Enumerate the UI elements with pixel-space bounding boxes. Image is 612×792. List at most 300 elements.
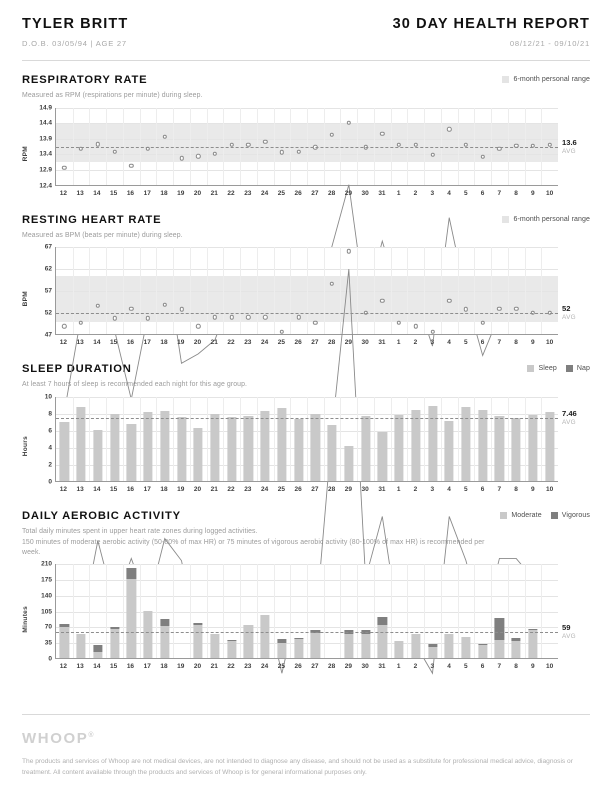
x-tick-label: 3 [430, 485, 435, 493]
y-tick-label: 14.9 [39, 104, 52, 111]
gridline-vertical [73, 397, 74, 481]
x-tick-label: 10 [545, 189, 554, 197]
y-tick-label: 52 [44, 309, 52, 317]
bar-segment-vigorous [127, 568, 136, 578]
x-tick-label: 23 [244, 485, 252, 493]
bar [528, 415, 537, 480]
gridline-vertical [441, 397, 442, 481]
average-caption: AVG [562, 633, 576, 641]
bar [127, 568, 136, 658]
plot-area [55, 397, 577, 482]
gridline-vertical [89, 397, 90, 481]
y-tick-label: 13.4 [39, 150, 52, 158]
bar-segment-moderate [244, 625, 253, 658]
x-tick-label: 1 [396, 339, 401, 346]
gridline-vertical [508, 397, 509, 481]
legend-swatch-icon [502, 76, 509, 83]
legal-disclaimer: The products and services of Whoop are not medical devices, are not intended to diagnose any disease, and should not be used as a substitute for professional medical advice, diagnosis or treatment. All content available through the products and services of Whoop is for general informational purposes only. [22, 758, 573, 776]
bar [177, 417, 186, 481]
bar [445, 421, 454, 481]
plot-column [55, 247, 590, 350]
x-tick-label: 31 [378, 339, 386, 346]
x-tick-label: 24 [260, 663, 269, 670]
gridline-vertical [307, 397, 308, 481]
plot-column [55, 397, 590, 497]
bar-segment-vigorous [378, 617, 387, 625]
section-title: SLEEP DURATION [22, 363, 132, 375]
x-tick-label: 27 [311, 339, 319, 346]
y-axis-ticks [31, 393, 55, 485]
bar [311, 630, 320, 658]
x-tick-label: 12 [59, 189, 67, 197]
y-axis-ticks [31, 104, 55, 189]
y-tick-label: 47 [44, 331, 52, 339]
gridline-vertical [525, 564, 526, 658]
gridline-vertical [324, 397, 325, 481]
bar [60, 624, 69, 658]
legend-item [502, 76, 590, 83]
x-tick-label: 6 [480, 189, 485, 197]
x-tick-label: 8 [514, 485, 518, 493]
x-tick-label: 29 [344, 339, 353, 346]
bar-segment-sleep [277, 408, 286, 480]
x-tick-label: 23 [244, 189, 252, 197]
x-tick-label: 30 [361, 663, 369, 670]
y-tick-label: 6 [48, 427, 52, 434]
x-tick-label: 22 [227, 663, 235, 670]
plot-area [55, 564, 576, 659]
x-tick-label: 28 [328, 663, 336, 670]
bar-segment-sleep [261, 411, 270, 480]
x-tick-label: 18 [160, 663, 168, 670]
bar-segment-sleep [512, 418, 521, 480]
plot-area [55, 108, 577, 186]
bar [311, 414, 320, 480]
bar [277, 639, 286, 658]
gridline-vertical [190, 397, 191, 481]
gridline-vertical [240, 397, 241, 481]
bar-segment-sleep [428, 406, 437, 481]
average-flag [562, 138, 577, 156]
bar [411, 410, 420, 481]
chart-respiratory-rate [22, 104, 590, 201]
x-tick-label: 13 [76, 339, 84, 346]
gridline-vertical [274, 564, 275, 658]
bar-segment-moderate [411, 634, 420, 658]
x-tick-label: 28 [328, 485, 336, 493]
bar-segment-moderate [445, 634, 454, 658]
x-tick-label: 5 [463, 485, 468, 493]
bar-segment-sleep [244, 416, 253, 480]
x-tick-label: 12 [59, 339, 67, 346]
x-tick-label: 19 [177, 663, 185, 670]
chart-daily-aerobic-activity [22, 560, 590, 674]
bar-segment-sleep [160, 411, 169, 480]
bar-segment-sleep [545, 412, 554, 480]
x-tick-label: 2 [413, 189, 418, 197]
bar-segment-moderate [428, 647, 437, 658]
bar [244, 416, 253, 480]
bar [478, 644, 487, 658]
x-axis-labels [55, 337, 558, 350]
bar-segment-sleep [344, 446, 353, 480]
bar-segment-vigorous [160, 619, 169, 626]
bar-segment-moderate [461, 637, 470, 658]
x-tick-label: 16 [126, 189, 135, 197]
report-date-range: 08/12/21 - 09/10/21 [509, 39, 590, 48]
gridline-vertical [223, 397, 224, 481]
bar [428, 406, 437, 481]
x-tick-label: 21 [210, 339, 218, 346]
x-tick-label: 25 [277, 339, 285, 346]
bar [327, 425, 336, 481]
legend-label: Sleep [538, 365, 557, 372]
gridline-vertical [407, 397, 408, 481]
gridline-vertical [357, 397, 358, 481]
x-tick-label: 27 [311, 485, 319, 493]
report-header [22, 0, 590, 49]
y-tick-label: 13.9 [39, 135, 52, 143]
bar [445, 634, 454, 658]
bar-segment-sleep [60, 422, 69, 481]
x-tick-label: 2 [413, 339, 418, 346]
x-tick-label: 20 [193, 189, 202, 197]
bar [160, 619, 169, 658]
bar-segment-moderate [93, 652, 102, 658]
x-tick-label: 4 [447, 339, 451, 346]
x-tick-label: 6 [480, 485, 485, 493]
y-tick-label: 4 [48, 444, 52, 451]
bar-segment-sleep [445, 421, 454, 481]
section-title: RESPIRATORY RATE [22, 74, 148, 86]
y-tick-label: 14.4 [39, 119, 52, 127]
bar [210, 414, 219, 481]
x-tick-label: 16 [126, 485, 135, 493]
bar [344, 630, 353, 658]
bar-segment-sleep [110, 414, 119, 481]
bar [378, 617, 387, 658]
x-tick-label: 14 [93, 485, 101, 493]
y-tick-label: 35 [44, 639, 52, 647]
plot-column [55, 564, 590, 674]
gridline-vertical [374, 564, 375, 658]
x-tick-label: 3 [430, 663, 435, 670]
legend-label: Nap [576, 365, 590, 372]
bar [127, 424, 136, 481]
bar-segment-sleep [177, 417, 186, 481]
x-tick-label: 3 [430, 189, 435, 197]
plot-area [55, 247, 576, 335]
legend-label: 6-month personal range [513, 215, 590, 223]
x-tick-label: 17 [143, 485, 151, 493]
gridline-vertical [357, 564, 358, 658]
x-tick-label: 28 [328, 189, 336, 197]
average-line [56, 313, 558, 314]
average-value: 7.46 [562, 409, 577, 419]
bar [244, 625, 253, 658]
x-tick-label: 17 [143, 663, 151, 670]
gridline-vertical [458, 564, 459, 658]
y-axis-ticks [31, 560, 55, 663]
average-flag [562, 409, 577, 427]
gridline-vertical [340, 397, 341, 481]
x-tick-label: 15 [110, 663, 118, 670]
bar-segment-sleep [93, 430, 102, 481]
gridline-vertical [324, 564, 325, 658]
brand-mark: ® [88, 732, 94, 739]
legend-swatch-icon [566, 365, 573, 372]
x-tick-label: 14 [93, 189, 101, 197]
x-tick-label: 6 [480, 663, 485, 670]
gridline-vertical [207, 564, 208, 658]
x-tick-label: 15 [110, 189, 118, 197]
bar [495, 618, 504, 658]
gridline-vertical [474, 564, 475, 658]
gridline-vertical [156, 397, 157, 481]
x-tick-label: 16 [126, 663, 135, 670]
bar [76, 634, 85, 658]
x-tick-label: 23 [244, 663, 252, 670]
legend-item [566, 365, 590, 372]
y-tick-label: 57 [44, 287, 52, 295]
x-tick-label: 30 [361, 485, 369, 493]
x-tick-label: 4 [447, 485, 451, 493]
x-tick-label: 19 [177, 339, 185, 346]
bar [160, 411, 169, 480]
y-tick-label: 175 [41, 576, 52, 584]
section-description-secondary: 150 minutes of moderate aerobic activity (50-80% of max HR) or 75 minutes of vigorous aerobic activity (80-100% of max HR) is recommended per week. [22, 539, 485, 556]
x-tick-label: 12 [59, 663, 67, 670]
y-axis-title: RPM [22, 146, 29, 162]
bar [394, 641, 403, 658]
x-tick-label: 9 [531, 485, 535, 493]
bar-segment-sleep [495, 416, 504, 480]
bar-segment-moderate [194, 625, 203, 658]
x-tick-label: 24 [260, 485, 269, 493]
bar-segment-moderate [378, 625, 387, 658]
gridline-vertical [290, 397, 291, 481]
average-flag [562, 304, 576, 322]
gridline-vertical [257, 397, 258, 481]
x-tick-label: 26 [294, 189, 302, 197]
x-axis-labels [55, 661, 558, 674]
x-tick-label: 25 [277, 485, 285, 493]
bar-segment-vigorous [93, 645, 102, 652]
y-tick-label: 0 [48, 478, 52, 485]
legend-label: Moderate [511, 511, 542, 519]
x-tick-label: 31 [378, 485, 386, 493]
bar-segment-sleep [528, 415, 537, 480]
bar-segment-moderate [227, 641, 236, 658]
bar-segment-moderate [110, 629, 119, 658]
x-tick-label: 10 [545, 485, 554, 493]
bar-segment-moderate [294, 639, 303, 658]
bar [461, 637, 470, 658]
x-tick-label: 17 [143, 189, 151, 197]
x-tick-label: 1 [396, 663, 401, 670]
x-tick-label: 30 [361, 189, 369, 197]
gridline-vertical [173, 397, 174, 481]
y-tick-label: 12.4 [39, 182, 52, 189]
x-axis-labels [55, 188, 558, 201]
section-description: At least 7 hours of sleep is recommended each night for this age group. [22, 381, 248, 388]
bar [545, 412, 554, 480]
x-tick-label: 7 [497, 339, 502, 346]
x-tick-label: 26 [294, 663, 302, 670]
y-axis-title: BPM [22, 290, 29, 307]
y-tick-label: 0 [48, 655, 52, 663]
x-tick-label: 15 [110, 485, 118, 493]
section-description: Measured as BPM (beats per minute) during sleep. [22, 231, 183, 239]
gridline-vertical [458, 397, 459, 481]
patient-dob-age: D.O.B. 03/05/94 | AGE 27 [22, 39, 127, 48]
x-tick-label: 20 [193, 485, 202, 493]
bar-segment-sleep [127, 424, 136, 481]
x-tick-label: 31 [378, 189, 386, 197]
x-tick-label: 8 [514, 663, 518, 670]
gridline-vertical [240, 564, 241, 658]
x-tick-label: 2 [413, 663, 418, 670]
bar [143, 611, 152, 659]
section-title-block [22, 74, 203, 101]
y-axis-title: Hours [22, 436, 29, 457]
section-header-respiratory-rate [22, 74, 590, 101]
x-tick-label: 7 [497, 189, 502, 197]
x-tick-label: 22 [227, 189, 235, 197]
average-caption: AVG [562, 314, 576, 321]
bar-segment-moderate [361, 634, 370, 658]
x-tick-label: 13 [76, 189, 84, 197]
gridline-vertical [73, 564, 74, 658]
x-tick-label: 15 [110, 339, 118, 346]
average-value: 13.6 [562, 138, 577, 148]
x-tick-label: 30 [361, 339, 369, 346]
bar [143, 412, 152, 481]
gridline-vertical [508, 564, 509, 658]
brand-text: WHOOP [22, 730, 89, 747]
x-tick-label: 8 [514, 189, 518, 197]
x-tick-label: 5 [463, 189, 468, 197]
header-divider [22, 60, 590, 61]
x-tick-label: 24 [260, 339, 269, 346]
gridline-vertical [140, 564, 141, 658]
gridline-vertical [374, 397, 375, 481]
gridline-vertical [391, 397, 392, 481]
gridline-vertical [491, 397, 492, 481]
section-title: RESTING HEART RATE [22, 213, 162, 226]
x-tick-label: 7 [497, 485, 502, 493]
bar [93, 645, 102, 658]
gridline-vertical [190, 564, 191, 658]
x-tick-label: 22 [227, 339, 235, 346]
x-tick-label: 4 [447, 189, 451, 197]
x-tick-label: 10 [545, 339, 554, 346]
bar [277, 408, 286, 480]
x-tick-label: 22 [227, 485, 235, 493]
gridline-vertical [123, 564, 124, 658]
gridline-vertical [407, 564, 408, 658]
x-tick-label: 27 [311, 663, 319, 670]
gridline-vertical [274, 397, 275, 481]
bar-segment-moderate [76, 634, 85, 658]
gridline-vertical [474, 397, 475, 481]
x-tick-label: 10 [545, 663, 554, 670]
x-axis-labels [55, 484, 558, 497]
bar [261, 615, 270, 658]
x-tick-label: 17 [143, 339, 151, 346]
x-tick-label: 28 [328, 339, 336, 346]
x-tick-label: 26 [294, 485, 302, 493]
x-tick-label: 21 [210, 485, 218, 493]
x-tick-label: 21 [210, 663, 218, 670]
bar [227, 417, 236, 480]
bar-segment-moderate [512, 641, 521, 658]
gridline-vertical [424, 564, 425, 658]
x-tick-label: 6 [480, 339, 485, 346]
bar-segment-sleep [327, 425, 336, 481]
legend-label: Vigorous [561, 511, 590, 519]
bar [227, 640, 236, 658]
bar [261, 411, 270, 480]
bar-segment-moderate [261, 615, 270, 658]
report-info [393, 16, 590, 49]
x-tick-label: 29 [344, 189, 353, 197]
y-tick-label: 210 [41, 560, 52, 568]
gridline-vertical [541, 397, 542, 481]
bar [210, 634, 219, 658]
x-tick-label: 4 [447, 663, 451, 670]
x-tick-label: 3 [430, 339, 435, 346]
gridline-vertical [106, 564, 107, 658]
gridline-vertical [89, 564, 90, 658]
bar [294, 638, 303, 658]
bar [512, 418, 521, 480]
bar [411, 634, 420, 658]
x-tick-label: 12 [59, 485, 67, 493]
bar-segment-sleep [227, 417, 236, 480]
chart-legend [502, 74, 590, 83]
x-tick-label: 5 [463, 339, 468, 346]
y-tick-label: 70 [44, 623, 52, 631]
bar [344, 446, 353, 480]
bar-segment-sleep [143, 412, 152, 481]
bar-segment-moderate [160, 626, 169, 658]
x-tick-label: 8 [514, 339, 518, 346]
bar [428, 644, 437, 658]
bar [194, 623, 203, 658]
x-tick-label: 2 [413, 485, 418, 493]
bar-segment-moderate [344, 634, 353, 658]
x-tick-label: 18 [160, 339, 168, 346]
bar [294, 419, 303, 480]
bar-segment-moderate [143, 611, 152, 659]
section-description: Measured as RPM (respirations per minute) during sleep. [22, 92, 203, 99]
gridline-vertical [207, 397, 208, 481]
gridline-vertical [340, 564, 341, 658]
bar-segment-sleep [394, 415, 403, 480]
x-tick-label: 18 [160, 189, 168, 197]
plot-column [55, 108, 590, 201]
bar-segment-sleep [294, 419, 303, 480]
bar [93, 430, 102, 481]
bar-segment-moderate [394, 641, 403, 658]
x-tick-label: 24 [260, 189, 269, 197]
y-tick-label: 140 [41, 592, 52, 600]
bar-segment-sleep [411, 410, 420, 481]
gridline-vertical [424, 397, 425, 481]
report-footer [22, 714, 590, 778]
bar [478, 410, 487, 481]
